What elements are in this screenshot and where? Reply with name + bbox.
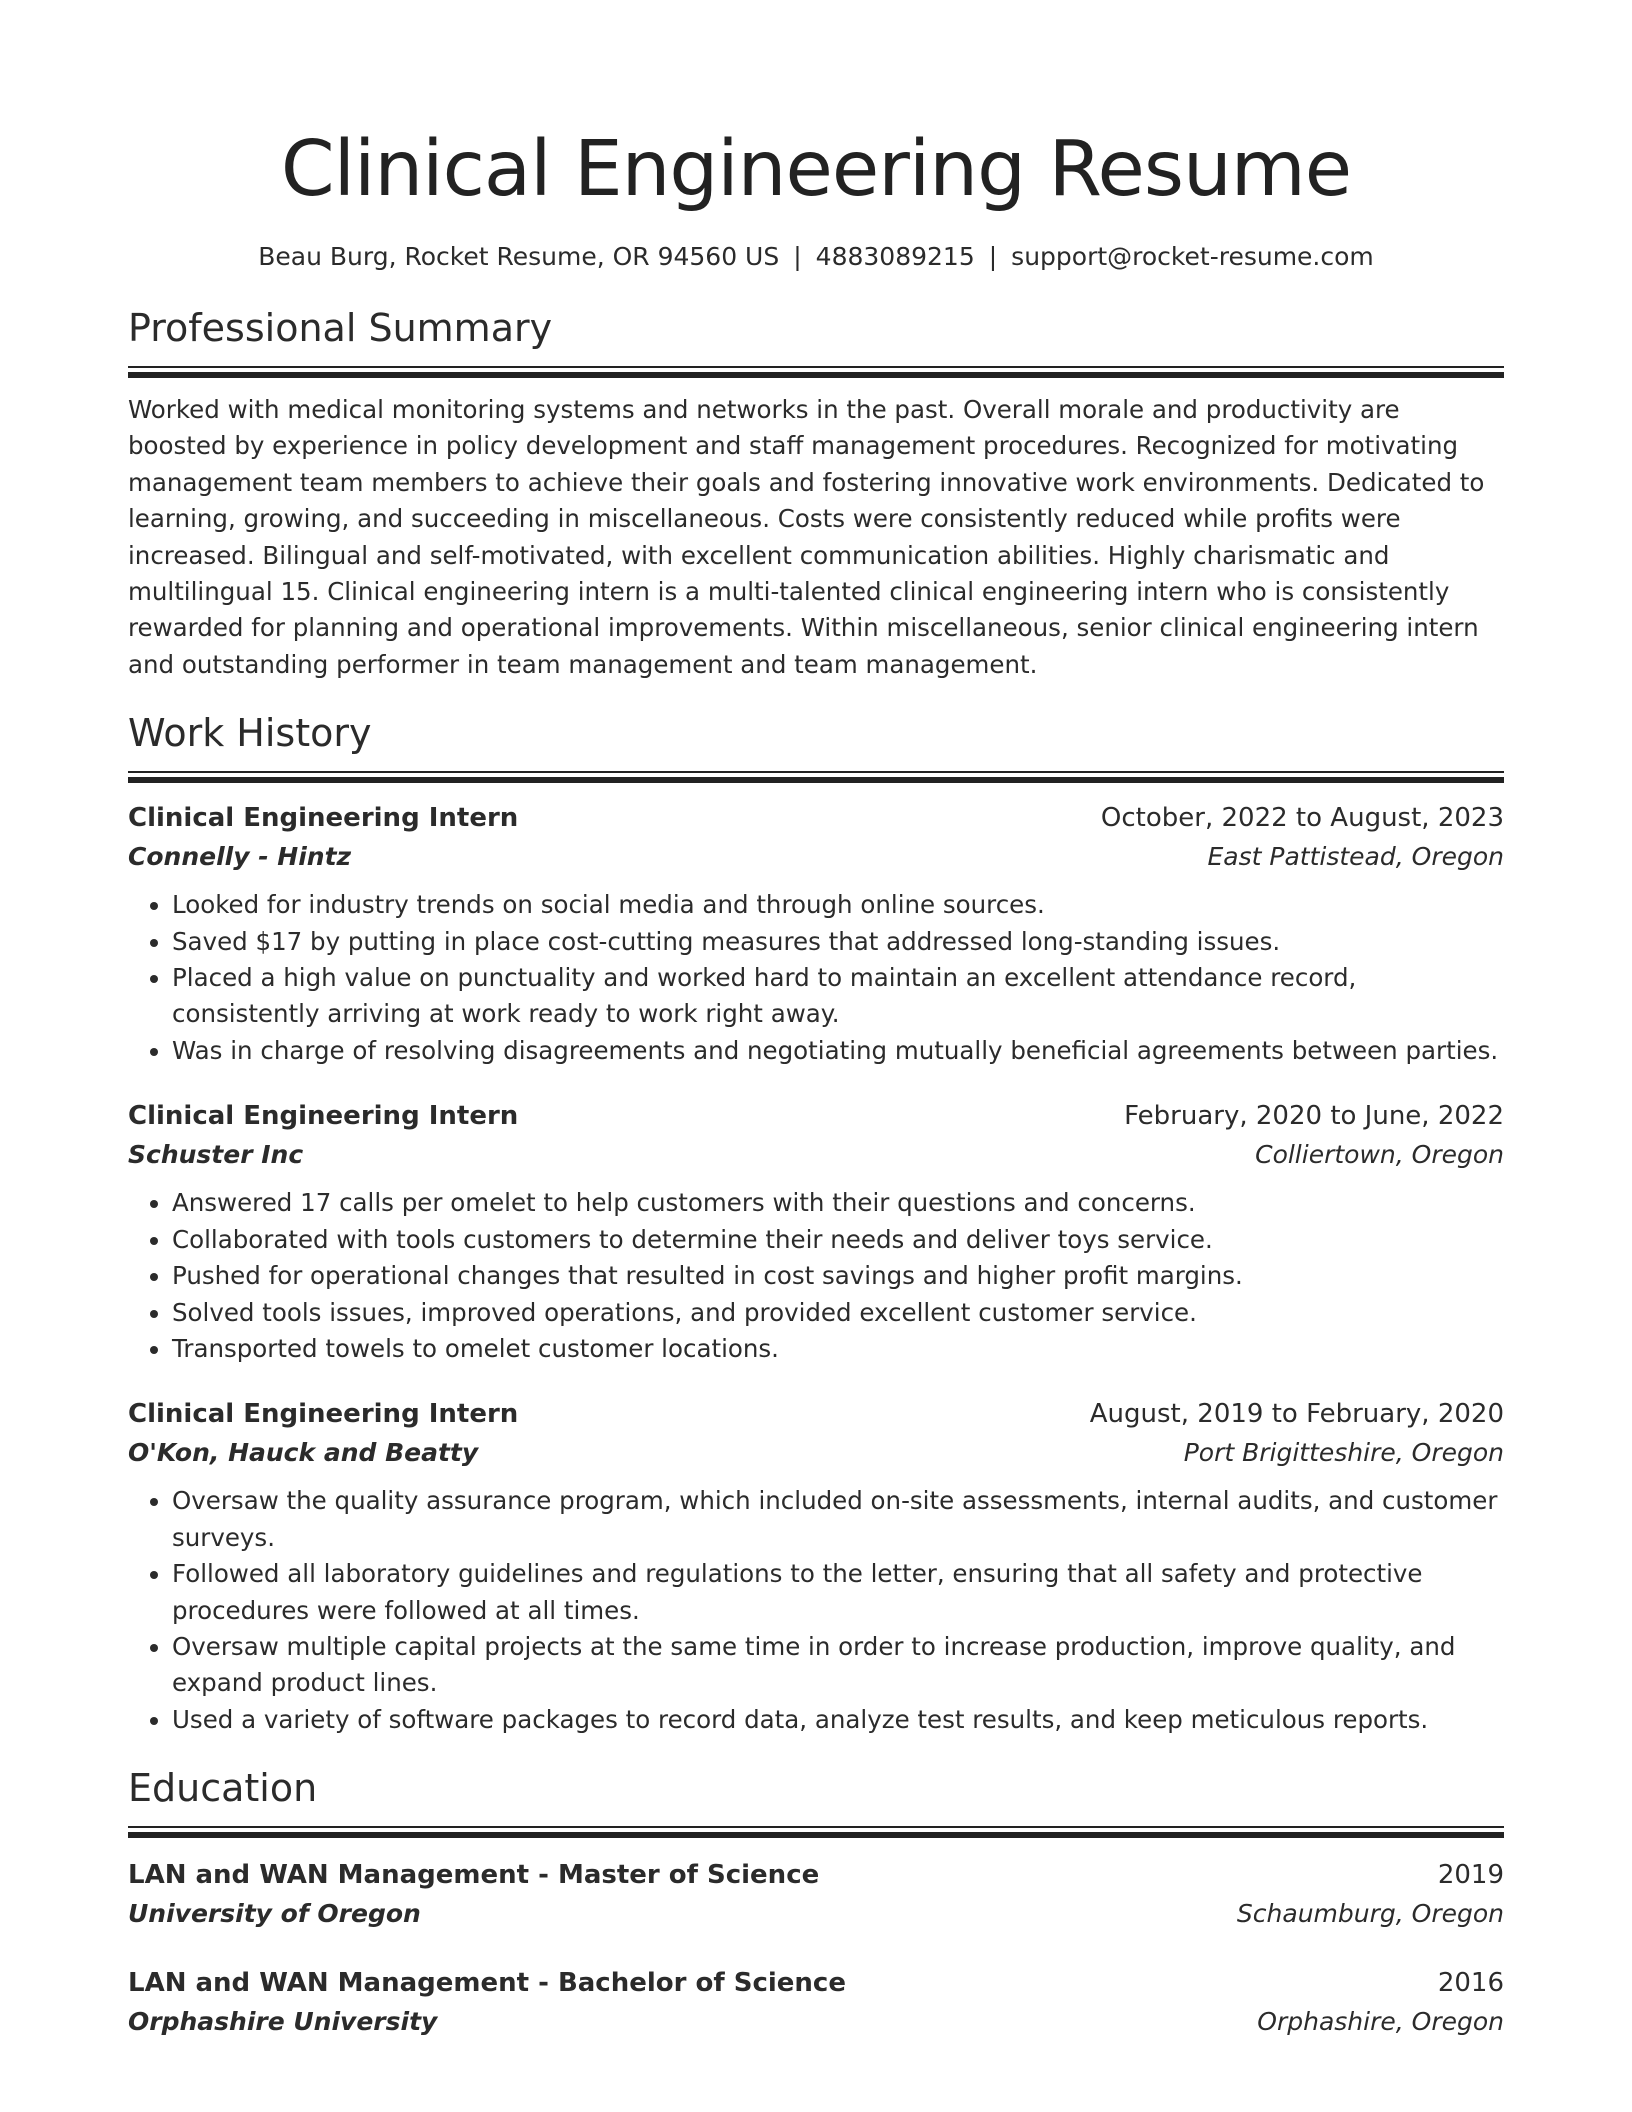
company-name: Schuster Inc — [128, 1140, 304, 1170]
school-location: Orphashire, Oregon — [1257, 2007, 1504, 2037]
contact-address: Beau Burg, Rocket Resume, OR 94560 US — [258, 242, 780, 271]
degree-title: LAN and WAN Management - Master of Science — [128, 1860, 820, 1891]
contact-email: support@rocket-resume.com — [1011, 242, 1374, 271]
section-divider — [128, 366, 1504, 378]
job-dates: February, 2020 to June, 2022 — [1124, 1101, 1504, 1132]
section-heading-work: Work History — [128, 711, 372, 756]
job-bullets — [128, 887, 1504, 1069]
job-location: East Pattistead, Oregon — [1207, 842, 1504, 872]
degree-year: 2016 — [1437, 1968, 1504, 1999]
job-title: Clinical Engineering Intern — [128, 803, 519, 834]
job-dates: August, 2019 to February, 2020 — [1089, 1399, 1504, 1430]
work-section — [128, 709, 1504, 1738]
company-name: O'Kon, Hauck and Beatty — [128, 1438, 479, 1468]
education-entry — [128, 1856, 1504, 1934]
degree-year: 2019 — [1437, 1860, 1504, 1891]
job-entry — [128, 799, 1504, 1069]
job-entry — [128, 1395, 1504, 1738]
job-bullet: • Followed all laboratory guidelines and regulations to the letter, ensuring that all safety and protective procedures were followed at all times. — [172, 1556, 1504, 1629]
job-bullet: • Pushed for operational changes that resulted in cost savings and higher profit margins. — [172, 1258, 1504, 1294]
company-name: Connelly - Hintz — [128, 842, 352, 872]
section-divider — [128, 1826, 1504, 1838]
job-bullet: • Solved tools issues, improved operations, and provided excellent customer service. — [172, 1295, 1504, 1331]
degree-title: LAN and WAN Management - Bachelor of Science — [128, 1968, 846, 1999]
education-section — [128, 1764, 1504, 2042]
job-title: Clinical Engineering Intern — [128, 1101, 519, 1132]
job-bullet: • Placed a high value on punctuality and worked hard to maintain an excellent attendance record, consistently arriving at work ready to work right away. — [172, 960, 1504, 1033]
job-bullet: • Used a variety of software packages to record data, analyze test results, and keep meticulous reports. — [172, 1702, 1504, 1738]
school-location: Schaumburg, Oregon — [1236, 1899, 1504, 1929]
job-bullet: • Was in charge of resolving disagreements and negotiating mutually beneficial agreements between parties. — [172, 1033, 1504, 1069]
job-bullets — [128, 1185, 1504, 1367]
contact-separator: | — [793, 242, 802, 271]
job-bullet: • Saved $17 by putting in place cost-cutting measures that addressed long-standing issues. — [172, 924, 1504, 960]
contact-phone: 4883089215 — [815, 242, 975, 271]
section-heading-summary: Professional Summary — [128, 306, 553, 350]
job-entry — [128, 1097, 1504, 1367]
contact-separator: | — [988, 242, 998, 271]
job-location: Port Brigitteshire, Oregon — [1183, 1438, 1504, 1468]
school-name: University of Oregon — [128, 1899, 421, 1929]
section-heading-education: Education — [128, 1766, 318, 1811]
resume-title: Clinical Engineering Resume — [280, 125, 1352, 214]
job-location: Colliertown, Oregon — [1255, 1140, 1504, 1170]
job-title: Clinical Engineering Intern — [128, 1399, 519, 1430]
summary-section — [128, 304, 1504, 683]
resume-page — [128, 0, 1504, 2042]
job-bullet: • Looked for industry trends on social media and through online sources. — [172, 887, 1504, 923]
job-bullet: • Oversaw the quality assurance program, which included on-site assessments, internal audits, and customer surveys. — [172, 1483, 1504, 1556]
section-divider — [128, 771, 1504, 783]
contact-line — [128, 240, 1504, 274]
school-name: Orphashire University — [128, 2007, 438, 2037]
job-bullet: • Answered 17 calls per omelet to help customers with their questions and concerns. — [172, 1185, 1504, 1221]
job-bullets — [128, 1483, 1504, 1738]
job-bullet: • Collaborated with tools customers to determine their needs and deliver toys service. — [172, 1222, 1504, 1258]
education-entry — [128, 1964, 1504, 2042]
job-bullet: • Oversaw multiple capital projects at the same time in order to increase production, improve quality, and expand product lines. — [172, 1629, 1504, 1702]
job-bullet: • Transported towels to omelet customer locations. — [172, 1331, 1504, 1367]
summary-text: Worked with medical monitoring systems and networks in the past. Overall morale and productivity are boosted by experience in policy development and staff management procedures. Recognized for motivating management team members to achieve their goals and fostering innovative work environments. Dedicated to learning, growing, and succeeding in miscellaneous. Costs were consistently reduced while profits were increased. Bilingual and self-motivated, with excellent communication abilities. Highly charismatic and multilingual 15. Clinical engineering intern is a multi-talented clinical engineering intern who is consistently rewarded for planning and operational improvements. Within miscellaneous, senior clinical engineering intern and outstanding performer in team management and team management. — [128, 395, 1485, 679]
job-dates: October, 2022 to August, 2023 — [1100, 803, 1504, 834]
